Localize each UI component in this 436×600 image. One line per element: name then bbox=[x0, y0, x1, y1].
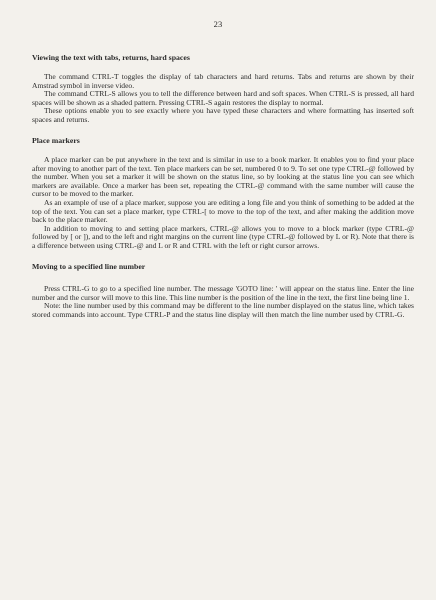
paragraph: In addition to moving to and setting place markers, CTRL-@ allows you to move to a block marker (type CTRL-@ followed by [ or ]), and to the left and right margins on the current line (type CTRL-@ followed by L or R). Note that there is a difference between using CTRL-@ and L or R and CTRL with the left or right cursor arrows. bbox=[32, 223, 414, 250]
paragraph: The command CTRL-T toggles the display of tab characters and hard returns. Tabs and returns are shown by their Amstrad symbol in inverse video. bbox=[32, 72, 414, 90]
paragraph: A place marker can be put anywhere in the text and is similar in use to a book marker. It enables you to find your place after moving to another part of the text. Ten place markers can be set, numbered 0 to 9. To set one type CTRL-@ followed by the number. When you set a marker it will be shown on the status line, so by looking at the status line you can see which markers are available. Once a marker has been set, repeating the CTRL-@ command with the same number will cause the cursor to be moved to the marker. bbox=[32, 155, 414, 199]
section-place-markers bbox=[32, 136, 414, 250]
section-heading: Viewing the text with tabs, returns, hard spaces bbox=[32, 53, 190, 62]
paragraph: The command CTRL-S allows you to tell the difference between hard and soft spaces. When CTRL-S is pressed, all hard spaces will be shown as a shaded pattern. Pressing CTRL-S again restores the display to normal. bbox=[32, 89, 414, 107]
section-viewing-text bbox=[32, 53, 414, 124]
section-line-number bbox=[32, 262, 414, 319]
paragraph: These options enable you to see exactly where you have typed these characters and where formatting has inserted soft spaces and returns. bbox=[32, 106, 414, 124]
page-content bbox=[32, 53, 414, 319]
paragraph: Press CTRL-G to go to a specified line number. The message 'GOTO line: ' will appear on the status line. Enter the line number and the cursor will move to this line. This line number is the position of the line in the text, the first line being line 1. bbox=[32, 284, 414, 302]
section-heading: Place markers bbox=[32, 136, 80, 146]
section-heading: Moving to a specified line number bbox=[32, 262, 146, 272]
page-number: 23 bbox=[213, 19, 223, 29]
paragraph: As an example of use of a place marker, suppose you are editing a long file and you think of something to be added at the top of the text. You can set a place marker, type CTRL-[ to move to the top of the text, and after making the addition move back to the place marker. bbox=[32, 198, 414, 225]
paragraph: Note: the line number used by this command may be different to the line number displayed on the status line, which takes stored commands into account. Type CTRL-P and the status line display will then match the line number used by CTRL-G. bbox=[32, 301, 414, 319]
